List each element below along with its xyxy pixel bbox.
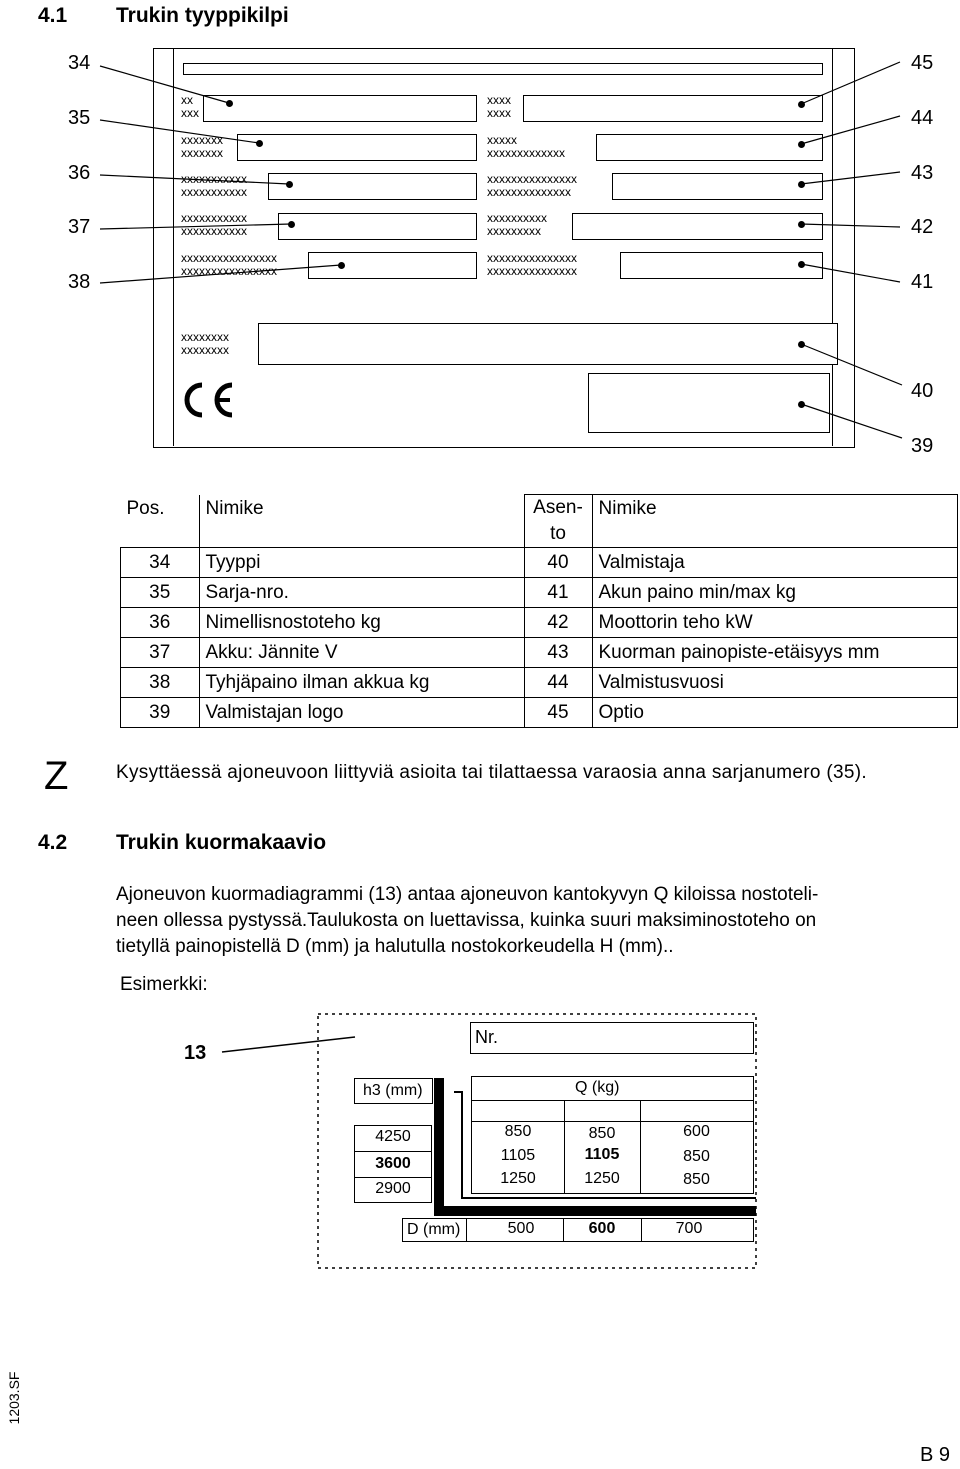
table-header-row bbox=[121, 495, 958, 548]
plate-field-label: xxxxxxxx xxxxxxxx bbox=[181, 330, 229, 357]
d-value: 600 bbox=[588, 1220, 616, 1237]
table-header: Nimike bbox=[592, 495, 958, 548]
table-cell: 41 bbox=[524, 578, 592, 608]
callout-number: 35 bbox=[68, 107, 91, 129]
plate-field-label: xxxxxxxxxxxxxxxx xxxxxxxxxxxxxxxx bbox=[181, 251, 277, 278]
table-cell: 36 bbox=[121, 608, 200, 638]
section-title: Trukin kuormakaavio bbox=[116, 831, 327, 854]
table-cell: 43 bbox=[524, 638, 592, 668]
q-value: 850 bbox=[504, 1123, 532, 1140]
table-row bbox=[121, 608, 958, 638]
table-header: Pos. bbox=[121, 495, 200, 548]
callout-number: 43 bbox=[911, 162, 934, 184]
table-row bbox=[121, 548, 958, 578]
d-label: D (mm) bbox=[407, 1221, 461, 1238]
nr-label: Nr. bbox=[475, 1027, 499, 1047]
callout-number: 45 bbox=[911, 52, 934, 74]
q-label: Q (kg) bbox=[575, 1079, 620, 1096]
nr-box bbox=[470, 1022, 754, 1054]
paragraph-line: Ajoneuvon kuormadiagrammi (13) antaa ajoneuvon kantokyvyn Q kiloissa nostoteli- bbox=[116, 884, 819, 905]
table-cell: Tyyppi bbox=[199, 548, 524, 578]
table-header: Nimike bbox=[199, 495, 524, 548]
position-table bbox=[120, 494, 958, 728]
table-cell: Akun paino min/max kg bbox=[592, 578, 958, 608]
table-cell: 34 bbox=[121, 548, 200, 578]
plate-field-label: xxxxxxxxxxx xxxxxxxxxxx bbox=[181, 172, 247, 199]
plate-field-label: xxxxxxx xxxxxxx bbox=[181, 133, 223, 160]
diagram-callout: 13 bbox=[184, 1042, 207, 1064]
callout-number: 39 bbox=[911, 435, 934, 457]
section-title: Trukin tyyppikilpi bbox=[116, 4, 289, 27]
table-cell: 35 bbox=[121, 578, 200, 608]
height-value: 4250 bbox=[375, 1128, 411, 1145]
leader-lines bbox=[0, 0, 960, 470]
table-cell: 40 bbox=[524, 548, 592, 578]
callout-number: 38 bbox=[68, 271, 91, 293]
h3-label: h3 (mm) bbox=[363, 1082, 423, 1099]
q-value: 1105 bbox=[584, 1146, 620, 1163]
q-label-box bbox=[471, 1076, 754, 1102]
table-cell: 39 bbox=[121, 698, 200, 728]
table-cell: Kuorman painopiste-etäisyys mm bbox=[592, 638, 958, 668]
section-number: 4.2 bbox=[38, 831, 68, 854]
d-values-box bbox=[466, 1218, 754, 1242]
d-value: 500 bbox=[507, 1220, 535, 1237]
table-cell: Nimellisnostoteho kg bbox=[199, 608, 524, 638]
q-value: 850 bbox=[683, 1148, 710, 1165]
table-cell: Sarja-nro. bbox=[199, 578, 524, 608]
callout-number: 37 bbox=[68, 216, 91, 238]
table-cell: Moottorin teho kW bbox=[592, 608, 958, 638]
q-value: 850 bbox=[588, 1125, 616, 1142]
callout-number: 34 bbox=[68, 52, 91, 74]
callout-number: 36 bbox=[68, 162, 91, 184]
table-row bbox=[121, 638, 958, 668]
table-row bbox=[121, 698, 958, 728]
height-value: 2900 bbox=[375, 1180, 411, 1197]
callout-number: 40 bbox=[911, 380, 934, 402]
d-label-box bbox=[402, 1218, 468, 1242]
table-cell: 42 bbox=[524, 608, 592, 638]
q-grid bbox=[471, 1100, 754, 1194]
table-row bbox=[121, 578, 958, 608]
body-paragraph bbox=[116, 882, 960, 960]
callout-number: 41 bbox=[911, 271, 934, 293]
table-row bbox=[121, 668, 958, 698]
q-value: 1105 bbox=[500, 1147, 536, 1164]
page-number: B 9 bbox=[920, 1444, 951, 1466]
divider bbox=[472, 1121, 753, 1122]
table-cell: 37 bbox=[121, 638, 200, 668]
plate-field-label: xxxxxxxxxxxxxxx xxxxxxxxxxxxxxx bbox=[487, 251, 577, 278]
document-code: 1203.SF bbox=[6, 1371, 22, 1425]
d-value: 700 bbox=[675, 1220, 703, 1237]
divider bbox=[355, 1151, 431, 1152]
note-text: Kysyttäessä ajoneuvoon liittyviä asioita tai tilattaessa varaosia anna sarjanumero (35). bbox=[116, 762, 867, 783]
section-number: 4.1 bbox=[38, 4, 68, 27]
q-value: 850 bbox=[683, 1171, 710, 1188]
plate-field-label: xxxxxxxxxxx xxxxxxxxxxx bbox=[181, 211, 247, 238]
plate-field-label: xxxxx xxxxxxxxxxxxx bbox=[487, 133, 565, 160]
table-cell: 45 bbox=[524, 698, 592, 728]
table-cell: Tyhjäpaino ilman akkua kg bbox=[199, 668, 524, 698]
h3-label-box bbox=[354, 1078, 433, 1104]
divider bbox=[355, 1177, 431, 1178]
paragraph-line: tietyllä painopistellä D (mm) ja halutulla nostokorkeudella H (mm).. bbox=[116, 936, 674, 957]
table-cell: Valmistajan logo bbox=[199, 698, 524, 728]
callout-number: 42 bbox=[911, 216, 934, 238]
table-cell: Valmistaja bbox=[592, 548, 958, 578]
plate-field-label: xxxxxxxxxx xxxxxxxxx bbox=[487, 211, 547, 238]
plate-field-label: xxxxxxxxxxxxxxx xxxxxxxxxxxxxx bbox=[487, 172, 577, 199]
heights-box bbox=[354, 1125, 432, 1203]
table-cell: 44 bbox=[524, 668, 592, 698]
table-cell: 38 bbox=[121, 668, 200, 698]
paragraph-line: neen ollessa pystyssä.Taulukosta on luettavissa, kuinka suuri maksiminostoteho on bbox=[116, 910, 817, 931]
table-cell: Optio bbox=[592, 698, 958, 728]
q-value: 1250 bbox=[500, 1170, 536, 1187]
example-label: Esimerkki: bbox=[120, 974, 208, 995]
table-header: Asen- to bbox=[524, 495, 592, 548]
height-value: 3600 bbox=[375, 1155, 411, 1172]
table-cell: Akku: Jännite V bbox=[199, 638, 524, 668]
q-value: 600 bbox=[683, 1123, 710, 1140]
plate-field-label: xxxx xxxx bbox=[487, 93, 511, 120]
table-cell: Valmistusvuosi bbox=[592, 668, 958, 698]
plate-field-label: xx xxx bbox=[181, 93, 199, 120]
note-symbol: Z bbox=[44, 754, 69, 798]
callout-number: 44 bbox=[911, 107, 934, 129]
q-value: 1250 bbox=[584, 1170, 620, 1187]
